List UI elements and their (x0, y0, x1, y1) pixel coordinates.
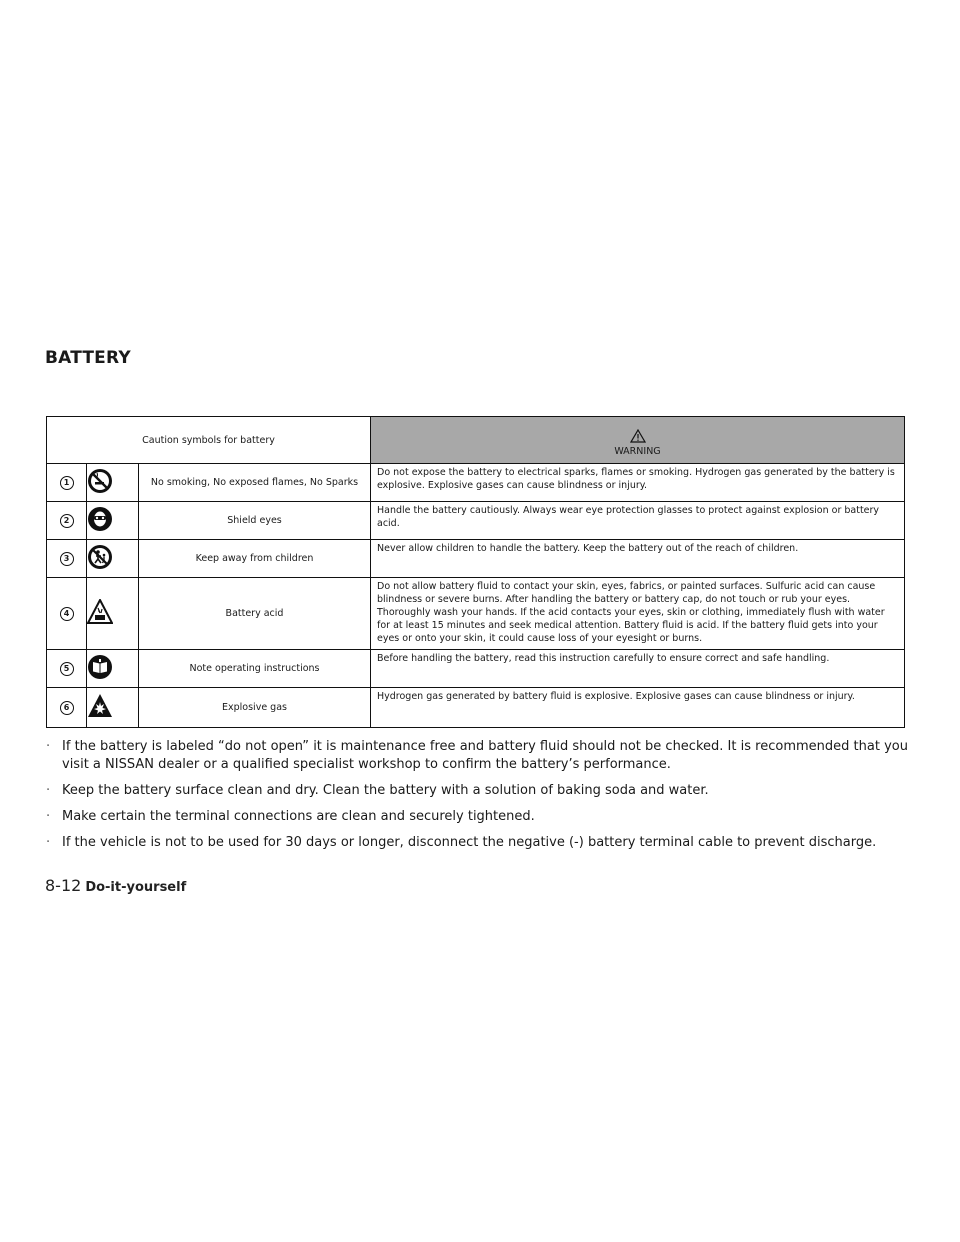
list-item: · Make certain the terminal connections are clean and securely tightened. (46, 809, 535, 824)
row-number: 4 (47, 578, 87, 650)
battery-notes-list (46, 738, 908, 860)
warning-header (371, 417, 905, 464)
list-item: · If the battery is labeled “do not open” it is maintenance free and battery fluid should not be checked. It is recommended that you visit a NISSAN dealer or a qualified specialist workshop to confirm the battery’s performance. (46, 739, 908, 772)
table-header-left: Caution symbols for battery (47, 417, 371, 464)
symbol-description: Do not expose the battery to electrical sparks, flames or smoking. Hydrogen gas generated by the battery is explosive. Explosive gases can cause blindness or injury. (371, 464, 905, 502)
row-number: 2 (47, 502, 87, 540)
symbol-label: Shield eyes (139, 502, 371, 540)
list-item: · Keep the battery surface clean and dry. Clean the battery with a solution of baking soda and water. (46, 783, 709, 798)
symbol-description: Before handling the battery, read this instruction carefully to ensure correct and safe handling. (371, 650, 905, 688)
instructions-book-icon (87, 654, 113, 680)
warning-label: WARNING (614, 445, 661, 457)
table-row (47, 650, 905, 688)
section-title: BATTERY (45, 348, 131, 368)
symbol-description: Do not allow battery fluid to contact your skin, eyes, fabrics, or painted surfaces. Sulfuric acid can cause blindness or severe burns. After handling the battery or battery cap, do not touch or rub your eyes. Thoroughly wash your hands. If the acid contacts your eyes, skin or clothing, immediately flush with water for at least 15 minutes and seek medical attention. Battery fluid is acid. If the battery fluid gets into your eyes or onto your skin, it could cause loss of your eyesight or burns. (371, 578, 905, 650)
caution-symbols-table (46, 416, 905, 728)
list-item: · If the vehicle is not to be used for 30 days or longer, disconnect the negative (-) battery terminal cable to prevent discharge. (46, 835, 877, 850)
symbol-description: Handle the battery cautiously. Always wear eye protection glasses to protect against explosion or battery acid. (371, 502, 905, 540)
symbol-description: Never allow children to handle the battery. Keep the battery out of the reach of children. (371, 540, 905, 578)
explosive-gas-icon (87, 693, 113, 719)
table-row (47, 464, 905, 502)
table-row (47, 688, 905, 728)
table-header-row (47, 417, 905, 464)
table-row (47, 578, 905, 650)
no-smoking-icon (87, 468, 113, 494)
row-number: 6 (47, 688, 87, 728)
symbol-label: Note operating instructions (139, 650, 371, 688)
battery-acid-icon (87, 599, 113, 625)
symbol-description: Hydrogen gas generated by battery fluid is explosive. Explosive gases can cause blindness or injury. (371, 688, 905, 728)
shield-eyes-icon (87, 506, 113, 532)
table-row (47, 540, 905, 578)
keep-away-children-icon (87, 544, 113, 570)
symbol-label: Battery acid (139, 578, 371, 650)
chapter-title: Do-it-yourself (85, 880, 187, 895)
row-number: 1 (47, 464, 87, 502)
table-row (47, 502, 905, 540)
page-footer (45, 876, 186, 895)
symbol-label: No smoking, No exposed flames, No Sparks (139, 464, 371, 502)
page-number: 8-12 (45, 876, 82, 895)
row-number: 5 (47, 650, 87, 688)
row-number: 3 (47, 540, 87, 578)
symbol-label: Keep away from children (139, 540, 371, 578)
symbol-label: Explosive gas (139, 688, 371, 728)
warning-triangle-icon (630, 429, 646, 443)
